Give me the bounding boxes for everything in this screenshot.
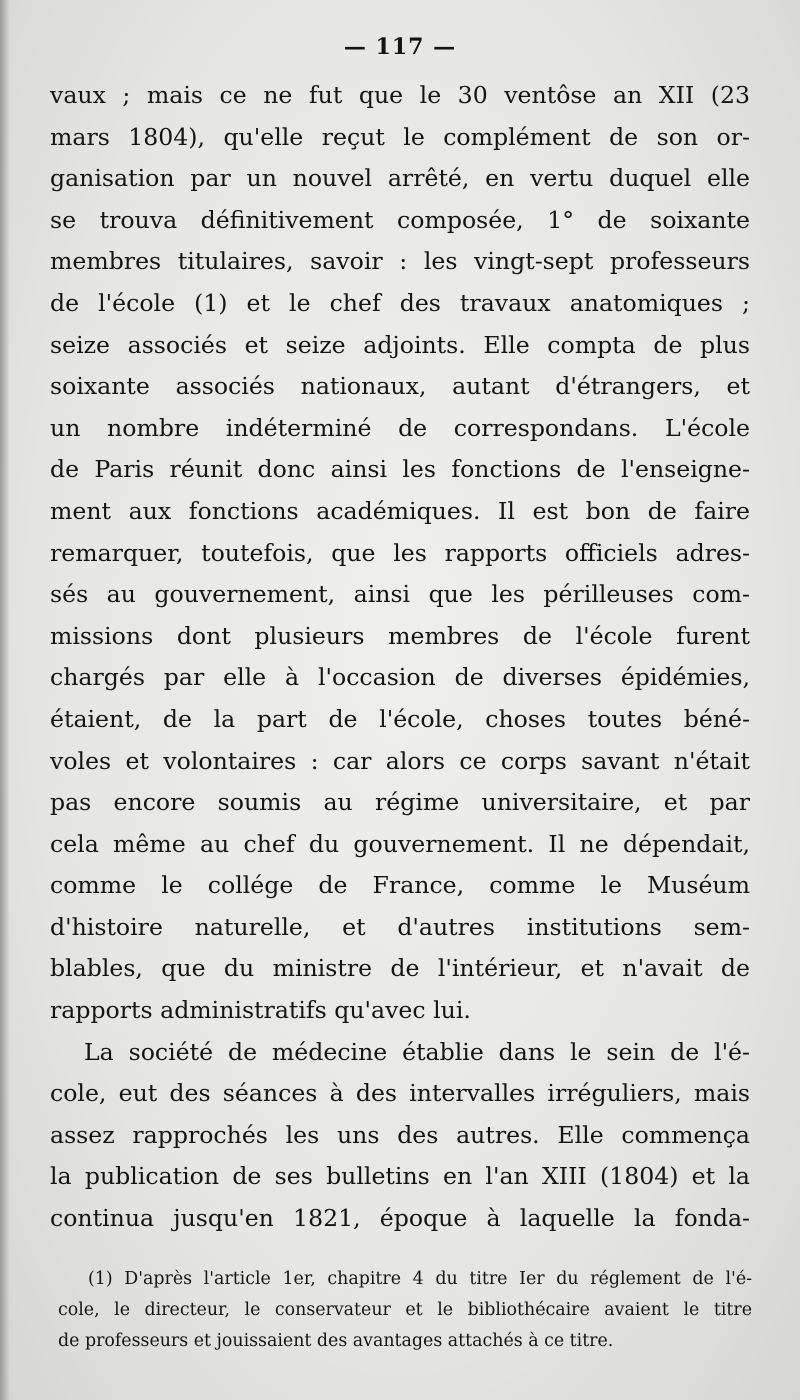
text-line: sés au gouvernement, ainsi que les périlleuses com- bbox=[50, 580, 750, 609]
text-line: se trouva définitivement composée, 1° de soixante bbox=[50, 205, 750, 234]
body-text bbox=[50, 75, 750, 1240]
text-line: la publication de ses bulletins en l'an XIII (1804) et la bbox=[50, 1162, 750, 1191]
text-line: assez rapprochés les uns des autres. Elle commença bbox=[50, 1120, 750, 1149]
text-line: missions dont plusieurs membres de l'école furent bbox=[50, 621, 750, 650]
text-line: seize associés et seize adjoints. Elle compta de plus bbox=[50, 330, 750, 359]
footnote bbox=[58, 1264, 752, 1357]
text-line: voles et volontaires : car alors ce corps savant n'était bbox=[50, 746, 750, 775]
text-line: un nombre indéterminé de correspondans. L'école bbox=[50, 413, 750, 442]
footnote-line: cole, le directeur, le conservateur et le bibliothécaire avaient le titre bbox=[58, 1300, 752, 1320]
text-line: mars 1804), qu'elle reçut le complément de son or- bbox=[50, 122, 750, 151]
text-line: remarquer, toutefois, que les rapports officiels adres- bbox=[50, 538, 750, 567]
text-line: étaient, de la part de l'école, choses toutes béné- bbox=[50, 704, 750, 733]
paragraph-start-line: La société de médecine établie dans le sein de l'é- bbox=[84, 1037, 750, 1066]
footnote-line: (1) D'après l'article 1er, chapitre 4 du titre Ier du réglement de l'é- bbox=[88, 1269, 752, 1289]
text-line: de l'école (1) et le chef des travaux anatomiques ; bbox=[50, 288, 750, 317]
text-line: ganisation par un nouvel arrêté, en vertu duquel elle bbox=[50, 164, 750, 193]
text-line: comme le collége de France, comme le Muséum bbox=[50, 871, 750, 900]
paragraph-end-line: rapports administratifs qu'avec lui. bbox=[50, 996, 471, 1025]
text-line: de Paris réunit donc ainsi les fonctions de l'enseigne- bbox=[50, 455, 750, 484]
text-line: cole, eut des séances à des intervalles irréguliers, mais bbox=[50, 1079, 750, 1108]
text-line: pas encore soumis au régime universitaire, et par bbox=[50, 788, 750, 817]
text-line: membres titulaires, savoir : les vingt-sept professeurs bbox=[50, 247, 750, 276]
text-line: chargés par elle à l'occasion de diverses épidémies, bbox=[50, 663, 750, 692]
text-line: blables, que du ministre de l'intérieur, et n'avait de bbox=[50, 954, 750, 983]
footnote-line: de professeurs et jouissaient des avantages attachés à ce titre. bbox=[58, 1331, 614, 1351]
page-edge-shadow bbox=[0, 0, 10, 1400]
text-line: cela même au chef du gouvernement. Il ne dépendait, bbox=[50, 829, 750, 858]
text-line: d'histoire naturelle, et d'autres institutions sem- bbox=[50, 912, 750, 941]
text-line: vaux ; mais ce ne fut que le 30 ventôse an XII (23 bbox=[50, 81, 750, 109]
text-line: ment aux fonctions académiques. Il est bon de faire bbox=[50, 496, 750, 525]
text-line: continua jusqu'en 1821, époque à laquelle la fonda- bbox=[50, 1204, 750, 1233]
page-number: — 117 — bbox=[343, 34, 457, 60]
text-line: soixante associés nationaux, autant d'étrangers, et bbox=[50, 372, 750, 401]
